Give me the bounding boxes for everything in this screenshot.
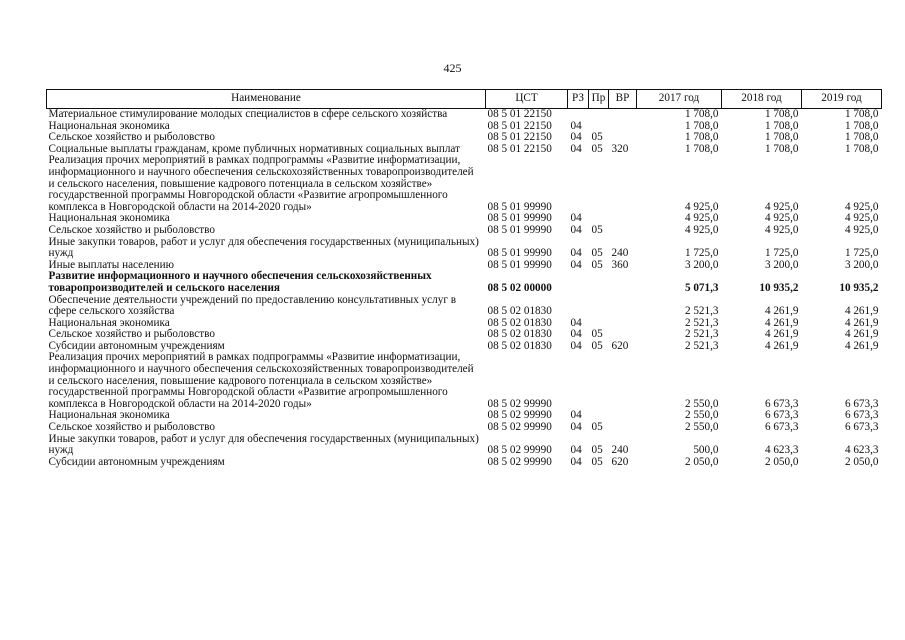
row-name: Социальные выплаты гражданам, кроме публичных нормативных социальных выплат [48, 142, 460, 155]
row-rz: 04 [570, 316, 582, 329]
row-vr [609, 213, 637, 225]
row-pr: 05 [591, 131, 603, 144]
row-pr: 05 [591, 339, 603, 352]
row-rz [568, 352, 589, 410]
table-row [47, 352, 882, 410]
row-2018: 4 261,9 [764, 316, 799, 329]
row-cst: 08 5 01 99990 [487, 258, 552, 271]
row-2019: 4 261,9 [844, 328, 879, 341]
row-pr [589, 271, 609, 294]
table-row [47, 237, 882, 260]
row-2017: 1 708,0 [684, 108, 719, 120]
row-vr: 240 [611, 247, 629, 260]
row-name: Иные закупки товаров, работ и услуг для обеспечения государственных (муниципальных) нужд [48, 432, 479, 457]
row-2018: 4 925,0 [764, 212, 799, 225]
row-rz: 04 [570, 131, 582, 144]
header-rz: РЗ [568, 90, 589, 109]
row-vr [609, 155, 637, 213]
row-name: Национальная экономика [48, 316, 170, 329]
row-vr [609, 225, 637, 237]
row-pr: 05 [591, 247, 603, 260]
row-2017: 2 521,3 [684, 339, 719, 352]
row-cst: 08 5 01 99990 [487, 247, 552, 260]
row-cst: 08 5 02 01830 [487, 305, 552, 318]
row-pr: 05 [591, 444, 603, 457]
row-rz [568, 271, 589, 294]
row-2017: 1 708,0 [684, 142, 719, 155]
table-body [47, 109, 882, 469]
row-rz: 04 [570, 247, 582, 260]
row-vr: 620 [611, 455, 629, 468]
row-2019: 1 708,0 [844, 131, 879, 144]
row-2018: 4 925,0 [764, 223, 799, 236]
row-vr: 240 [611, 444, 629, 457]
row-rz: 04 [570, 339, 582, 352]
row-rz [568, 109, 589, 121]
row-2019: 1 708,0 [844, 142, 879, 155]
header-vr: ВР [609, 90, 637, 109]
header-name: Наименование [47, 90, 486, 109]
row-rz [568, 295, 589, 318]
table-row [47, 422, 882, 434]
header-cst: ЦСТ [486, 90, 568, 109]
row-2019: 1 708,0 [844, 119, 879, 132]
row-pr: 05 [591, 142, 603, 155]
row-name: Национальная экономика [48, 119, 170, 132]
row-2018: 1 708,0 [764, 131, 799, 144]
row-2018: 4 261,9 [764, 305, 799, 318]
row-2017: 3 200,0 [684, 258, 719, 271]
row-pr [589, 295, 609, 318]
row-2019: 6 673,3 [844, 409, 879, 422]
row-2018: 1 708,0 [764, 108, 799, 120]
row-name: Сельское хозяйство и рыболовство [48, 328, 215, 341]
page-number: 425 [443, 61, 462, 75]
row-vr: 320 [611, 142, 629, 155]
row-name: Реализация прочих мероприятий в рамках подпрограммы «Развитие информатизации, информационного и научного обеспечения сельскохозяйственных товаропроизводителей и сельского населения, повышение кадрового потенциала в сельском хозяйстве» государственной программы Новгородской области «Развитие агропромышленного комплекса в Новгородской области на 2014-2020 годы» [48, 154, 474, 213]
row-cst: 08 5 01 99990 [487, 223, 552, 236]
row-cst: 08 5 01 22150 [487, 131, 552, 144]
row-2018: 6 673,3 [764, 421, 799, 434]
row-2018: 1 708,0 [764, 119, 799, 132]
row-rz: 04 [570, 328, 582, 341]
row-2017: 2 521,3 [684, 316, 719, 329]
row-cst: 08 5 02 99990 [487, 409, 552, 422]
row-cst: 08 5 02 01830 [487, 339, 552, 352]
row-rz: 04 [570, 444, 582, 457]
header-2017: 2017 год [637, 90, 722, 109]
row-cst: 08 5 02 01830 [487, 316, 552, 329]
row-2019: 1 725,0 [844, 247, 879, 260]
row-name: Реализация прочих мероприятий в рамках подпрограммы «Развитие информатизации, информационного и научного обеспечения сельскохозяйственных товаропроизводителей и сельского населения, повышение кадрового потенциала в сельском хозяйстве» государственной программы Новгородской области «Развитие агропромышленного комплекса в Новгородской области на 2014-2020 годы» [48, 351, 474, 410]
row-cst: 08 5 02 99990 [487, 421, 552, 434]
row-name: Иные выплаты населению [48, 258, 174, 271]
row-2017: 4 925,0 [684, 200, 719, 213]
budget-table [46, 89, 882, 468]
row-2018: 4 925,0 [764, 200, 799, 213]
row-cst: 08 5 02 01830 [487, 328, 552, 341]
row-vr [609, 121, 637, 133]
row-cst: 08 5 02 00000 [487, 281, 552, 294]
row-2019: 6 673,3 [844, 397, 879, 410]
row-pr: 05 [591, 455, 603, 468]
row-pr [589, 352, 609, 410]
table-row [47, 295, 882, 318]
row-name: Обеспечение деятельности учреждений по предоставлению консультативных услуг в сфере сельского хозяйства [48, 293, 456, 318]
row-rz [568, 155, 589, 213]
row-name: Иные закупки товаров, работ и услуг для обеспечения государственных (муниципальных) нужд [48, 235, 479, 260]
row-2017: 1 708,0 [684, 131, 719, 144]
row-cst: 08 5 01 99990 [487, 200, 552, 213]
row-2017: 1 725,0 [684, 247, 719, 260]
row-pr: 05 [591, 421, 603, 434]
row-2017: 2 521,3 [684, 305, 719, 318]
row-2018: 6 673,3 [764, 397, 799, 410]
header-2018: 2018 год [722, 90, 802, 109]
row-cst: 08 5 02 99990 [487, 444, 552, 457]
row-pr: 05 [591, 328, 603, 341]
row-2019: 4 925,0 [844, 212, 879, 225]
row-cst: 08 5 01 22150 [487, 142, 552, 155]
row-vr [609, 271, 637, 294]
row-name: Субсидии автономным учреждениям [48, 455, 225, 468]
row-2018: 1 708,0 [764, 142, 799, 155]
row-2018: 10 935,2 [759, 281, 799, 294]
table-row [47, 271, 882, 294]
row-vr [609, 109, 637, 121]
row-2017: 2 550,0 [684, 409, 719, 422]
row-2018: 6 673,3 [764, 409, 799, 422]
row-cst: 08 5 01 22150 [487, 119, 552, 132]
row-2019: 4 925,0 [844, 223, 879, 236]
row-rz: 04 [570, 119, 582, 132]
row-2018: 4 261,9 [764, 339, 799, 352]
row-vr: 360 [611, 258, 629, 271]
row-pr [589, 155, 609, 213]
row-cst: 08 5 02 99990 [487, 455, 552, 468]
row-rz: 04 [570, 409, 582, 422]
row-rz: 04 [570, 142, 582, 155]
row-name: Материальное стимулирование молодых специалистов в сфере сельского хозяйства [48, 108, 448, 120]
row-2019: 4 623,3 [844, 444, 879, 457]
row-2019: 4 925,0 [844, 200, 879, 213]
row-2019: 4 261,9 [844, 305, 879, 318]
row-cst: 08 5 01 99990 [487, 212, 552, 225]
row-name: Сельское хозяйство и рыболовство [48, 223, 215, 236]
row-cst: 08 5 02 99990 [487, 397, 552, 410]
row-vr [609, 352, 637, 410]
row-2018: 4 261,9 [764, 328, 799, 341]
row-2019: 6 673,3 [844, 421, 879, 434]
row-name: Сельское хозяйство и рыболовство [48, 421, 215, 434]
row-2019: 3 200,0 [844, 258, 879, 271]
row-rz: 04 [570, 223, 582, 236]
row-vr [609, 422, 637, 434]
row-2018: 3 200,0 [764, 258, 799, 271]
row-2018: 1 725,0 [764, 247, 799, 260]
row-vr [609, 410, 637, 422]
row-pr [589, 109, 609, 121]
row-2017: 2 550,0 [684, 397, 719, 410]
row-2017: 4 925,0 [684, 212, 719, 225]
table-row [47, 225, 882, 237]
row-2017: 2 050,0 [684, 455, 719, 468]
row-rz: 04 [570, 258, 582, 271]
table-row [47, 109, 882, 121]
row-2019: 4 261,9 [844, 339, 879, 352]
row-2017: 2 550,0 [684, 421, 719, 434]
row-2017: 1 708,0 [684, 119, 719, 132]
header-pr: Пр [589, 90, 609, 109]
row-2017: 4 925,0 [684, 223, 719, 236]
row-name: Развитие информационного и научного обеспечения сельскохозяйственных товаропроизводителей и сельского населения [48, 270, 432, 294]
row-2019: 1 708,0 [844, 108, 879, 120]
table-row [47, 457, 882, 469]
table-row [47, 434, 882, 457]
row-pr: 05 [591, 223, 603, 236]
table-header-row [47, 90, 882, 109]
header-2019: 2019 год [802, 90, 882, 109]
row-2019: 10 935,2 [839, 281, 879, 294]
row-2019: 2 050,0 [844, 455, 879, 468]
row-name: Национальная экономика [48, 212, 170, 225]
row-2018: 4 623,3 [764, 444, 799, 457]
row-name: Субсидии автономным учреждениям [48, 339, 225, 352]
row-vr [609, 295, 637, 318]
row-rz: 04 [570, 212, 582, 225]
table-row [47, 155, 882, 213]
row-name: Сельское хозяйство и рыболовство [48, 131, 215, 144]
row-rz: 04 [570, 421, 582, 434]
row-name: Национальная экономика [48, 409, 170, 422]
row-2017: 500,0 [693, 444, 719, 457]
row-rz: 04 [570, 455, 582, 468]
row-2017: 2 521,3 [684, 328, 719, 341]
row-vr [609, 318, 637, 330]
row-vr: 620 [611, 339, 629, 352]
row-pr: 05 [591, 258, 603, 271]
row-2017: 5 071,3 [684, 281, 719, 294]
row-cst: 08 5 01 22150 [487, 108, 552, 120]
row-2019: 4 261,9 [844, 316, 879, 329]
row-2018: 2 050,0 [764, 455, 799, 468]
